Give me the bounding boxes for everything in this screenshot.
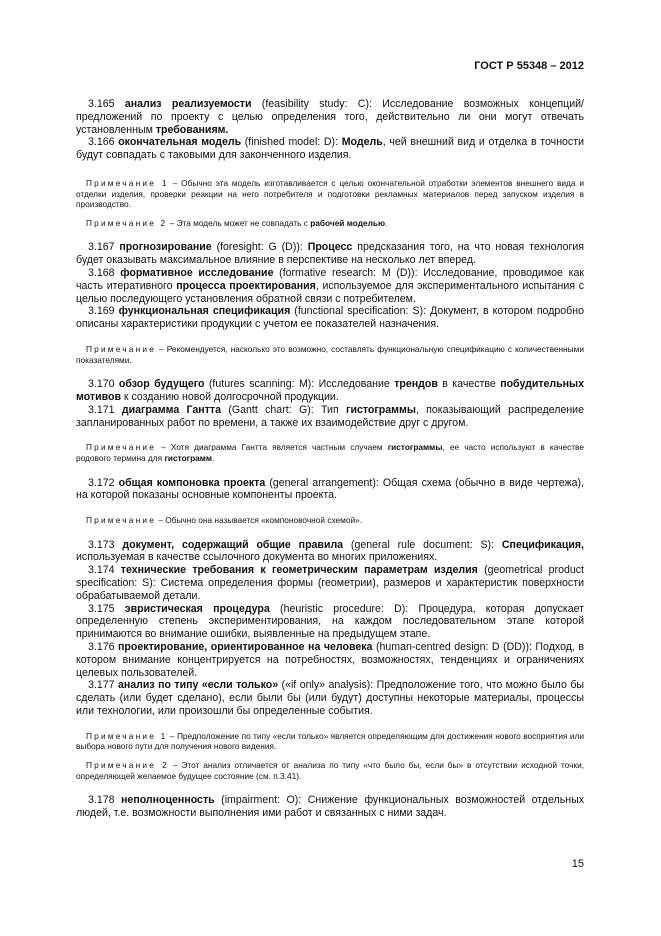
entry-3-174: 3.174 технические требования к геометрическим параметрам изделия (geometrical product specification: S): Система определения формы (геометрии), размеров и характеристик поверхности обрабатываемой детали.	[76, 564, 584, 602]
term: эвристическая процедура	[124, 602, 270, 615]
entry-3-173: 3.173 документ, содержащий общие правила (general rule document: S): Спецификация, используемая в качестве ссылочного документа во многих приложениях.	[76, 538, 584, 564]
document-id: ГОСТ Р 55348 – 2012	[474, 60, 584, 72]
term: анализ по типу «если только»	[117, 679, 279, 692]
term: формативное исследование	[120, 266, 274, 279]
entry-3-177: 3.177 анализ по типу «если только» («if only» analysis): Предположение того, что можно было бы сделать (или будет сделано), если были бы (или будут) доступны некоторые материалы, процессы или технологии, или произошли бы определенные события.	[76, 679, 584, 718]
term: диаграмма Гантта	[121, 403, 221, 416]
entry-3-167: 3.167 прогнозирование (foresight: G (D)): Процесс предсказания того, на что новая технология будет оказывать максимальное влияние в перспективе на несколько лет вперед.	[76, 241, 585, 267]
entry-3-170: 3.170 обзор будущего (futures scanning: M): Исследование трендов в качестве побудительных мотивов к созданию новой долгосрочной продукции.	[76, 378, 584, 403]
term: окончательная модель	[118, 136, 242, 149]
entry-3-169: 3.169 функциональная спецификация (functional specification: S): Документ, в котором подробно описаны характеристики продукции с учетом ее показателей назначения.	[76, 305, 584, 331]
term: обзор будущего	[118, 378, 205, 391]
note-3-166-2: Примечание 2 – Эта модель может не совпадать с рабочей моделью.	[86, 217, 388, 228]
note-3-171: Примечание – Хотя диаграмма Гантта является частным случаем гистограммы, ее часто используют в качестве родового термина для гистограмм.	[76, 442, 584, 463]
page-number: 15	[571, 858, 584, 870]
entry-3-165: 3.165 анализ реализуемости (feasibility study: C): Исследование возможных концепций/предложений по проекту с целью определения того, действительно ли они могут отвечать установленным требованиям.	[76, 98, 584, 136]
entry-3-172: 3.172 общая компоновка проекта (general arrangement): Общая схема (обычно в виде чертежа), на которой показаны основные компоненты проекта.	[76, 476, 584, 502]
term: анализ реализуемости	[124, 98, 252, 110]
term: прогнозирование	[119, 241, 212, 254]
term: неполноценность	[121, 794, 215, 807]
entry-3-178: 3.178 неполноценность (impairment: O): Снижение функциональных возможностей отдельных людей, т.е. возможности выполнения ими работ и связанных с ними задач.	[76, 794, 584, 820]
entry-3-166: 3.166 окончательная модель (finished model: D): Модель, чей внешний вид и отделка в точности будут совпадать с таковыми для законченного изделия.	[76, 136, 585, 162]
entry-3-168: 3.168 формативное исследование (formative research: M (D)): Исследование, проводимое как часть итеративного процесса проектирования, используемое для экспериментального испытания с целью последующего установления обратной связи с потребителем.	[76, 266, 584, 305]
entry-3-175: 3.175 эвристическая процедура (heuristic procedure: D): Процедура, которая допускает определенную степень экспериментирования, на каждом последовательном этапе которой принимаются во внимание ошибки, выявленные на предыдущем этапе.	[76, 602, 584, 641]
entry-3-171: 3.171 диаграмма Гантта (Gantt chart: G): Тип гистограммы, показывающий распределение запланированных работ по времени, а также их взаимодействие друг с другом.	[76, 403, 584, 429]
term: документ, содержащий общие правила	[122, 538, 344, 551]
term: проектирование, ориентированное на человека	[118, 641, 373, 654]
note-3-169: Примечание – Рекомендуется, насколько это возможно, составлять функциональную спецификацию с количественными показателями.	[76, 343, 584, 365]
term: общая компоновка проекта	[118, 476, 266, 489]
page-content	[76, 98, 584, 820]
note-3-177-2: Примечание 2 – Этот анализ отличается от анализа по типу «что было бы, если бы» в отсутствии исходной точки, определяющей желаемое будущее состояние (см. п.3.41).	[76, 760, 585, 781]
entry-3-176: 3.176 проектирование, ориентированное на человека (human-centred design: D (DD)): Подход, в котором внимание концентрируется на потребностях, возможностях, тенденциях и ограничениях целевых пользователей.	[76, 641, 584, 679]
note-3-177-1: Примечание 1 – Предположение по типу «если только» является определяющим для достижения нового восприятия или выбора нового пути для получения нового видения.	[76, 730, 584, 752]
note-3-172: Примечание – Обычно она называется «компоновочной схемой».	[86, 515, 363, 526]
term: функциональная спецификация	[118, 305, 291, 318]
note-3-166-1: Примечание 1 – Обычно эта модель изготавливается с целью окончательной отработки элементов внешнего вида и отделки изделия, проверки реакции на него потребителя и подготовки рекламных материалов перед запуском изделия в производство.	[76, 177, 584, 210]
term: технические требования к геометрическим параметрам изделия	[120, 564, 478, 577]
